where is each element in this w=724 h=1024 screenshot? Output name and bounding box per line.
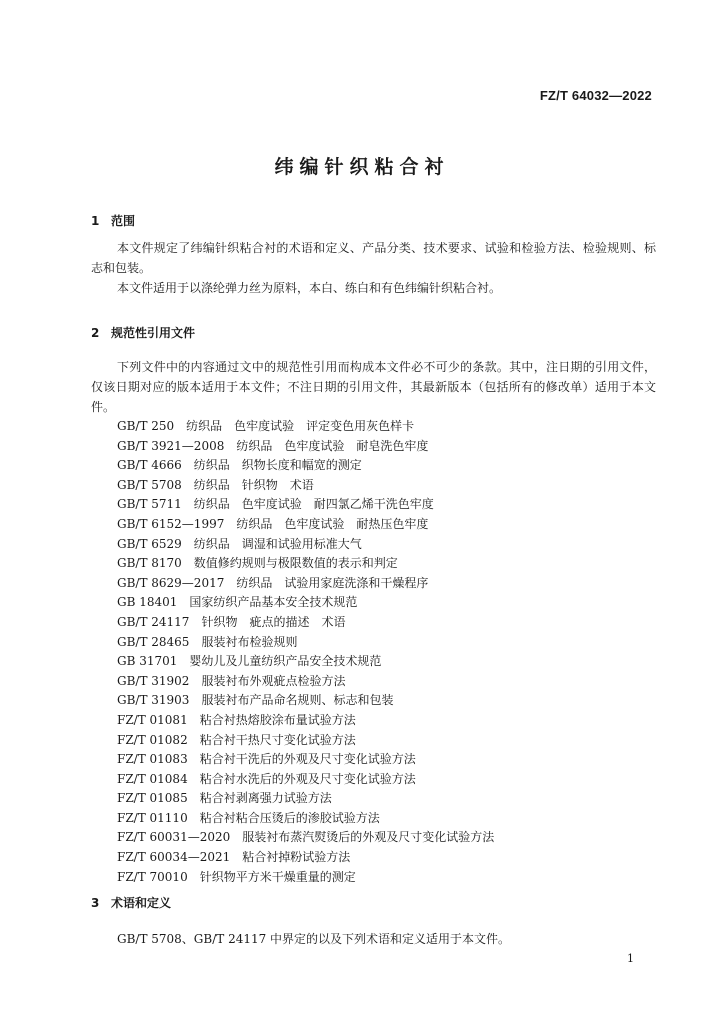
reference-list bbox=[117, 417, 494, 887]
section-heading-normative-references bbox=[91, 324, 195, 341]
reference-item: GB/T 8170 数值修约规则与极限数值的表示和判定 bbox=[117, 556, 398, 571]
reference-item: FZ/T 70010 针织物平方米干燥重量的测定 bbox=[117, 869, 356, 884]
reference-item: GB/T 31902 服装衬布外观疵点检验方法 bbox=[117, 673, 346, 688]
reference-item: FZ/T 01083 粘合衬干洗后的外观及尺寸变化试验方法 bbox=[117, 752, 416, 767]
standard-code: FZ/T 64032—2022 bbox=[539, 88, 652, 103]
reference-item: GB/T 8629—2017 纺织品 试验用家庭洗涤和干燥程序 bbox=[117, 575, 429, 590]
section-heading-scope bbox=[91, 212, 135, 229]
reference-item: FZ/T 01110 粘合衬粘合压烫后的渗胶试验方法 bbox=[117, 810, 380, 825]
scope-paragraph-2: 本文件适用于以涤纶弹力丝为原料，本白、练白和有色纬编针织粘合衬。 bbox=[117, 281, 502, 295]
section-number: 3 bbox=[91, 896, 100, 910]
terms-paragraph: GB/T 5708、GB/T 24117 中界定的以及下列术语和定义适用于本文件。 bbox=[117, 932, 511, 946]
reference-item: GB/T 4666 纺织品 织物长度和幅宽的测定 bbox=[117, 458, 362, 473]
reference-item: GB/T 31903 服装衬布产品命名规则、标志和包装 bbox=[117, 693, 394, 708]
reference-item: GB/T 5708 纺织品 针织物 术语 bbox=[117, 477, 314, 492]
reference-item: FZ/T 60031—2020 服装衬布蒸汽熨烫后的外观及尺寸变化试验方法 bbox=[117, 830, 495, 845]
reference-item: GB/T 3921—2008 纺织品 色牢度试验 耐皂洗色牢度 bbox=[117, 438, 429, 453]
scope-paragraph-1: 本文件规定了纬编针织粘合衬的术语和定义、产品分类、技术要求、试验和检验方法、检验规则、标志和包装。 bbox=[91, 241, 656, 275]
reference-item: FZ/T 01081 粘合衬热熔胶涂布量试验方法 bbox=[117, 712, 356, 727]
reference-item: FZ/T 01085 粘合衬剥离强力试验方法 bbox=[117, 791, 332, 806]
reference-item: GB/T 250 纺织品 色牢度试验 评定变色用灰色样卡 bbox=[117, 419, 415, 433]
reference-item: FZ/T 01084 粘合衬水洗后的外观及尺寸变化试验方法 bbox=[117, 771, 416, 786]
section-title: 术语和定义 bbox=[111, 896, 172, 910]
reference-item: GB 31701 婴幼儿及儿童纺织产品安全技术规范 bbox=[117, 654, 382, 669]
section-number: 2 bbox=[91, 326, 100, 340]
reference-item: GB/T 28465 服装衬布检验规则 bbox=[117, 634, 298, 649]
section-title: 规范性引用文件 bbox=[111, 326, 196, 340]
reference-item: GB/T 6529 纺织品 调湿和试验用标准大气 bbox=[117, 536, 362, 551]
reference-item: GB/T 24117 针织物 疵点的描述 术语 bbox=[117, 614, 346, 629]
section-number: 1 bbox=[91, 214, 100, 228]
section-heading-terms-and-definitions bbox=[91, 894, 171, 911]
reference-item: GB/T 6152—1997 纺织品 色牢度试验 耐热压色牢度 bbox=[117, 516, 429, 531]
reference-item: FZ/T 60034—2021 粘合衬掉粉试验方法 bbox=[117, 850, 351, 865]
document-title: 纬编针织粘合衬 bbox=[274, 156, 450, 178]
references-intro-paragraph: 下列文件中的内容通过文中的规范性引用而构成本文件必不可少的条款。其中，注日期的引用文件，仅该日期对应的版本适用于本文件；不注日期的引用文件，其最新版本（包括所有的修改单）适用于本文件。 bbox=[91, 360, 656, 414]
section-title: 范围 bbox=[111, 214, 136, 228]
page-number: 1 bbox=[627, 952, 634, 965]
reference-item: FZ/T 01082 粘合衬干热尺寸变化试验方法 bbox=[117, 732, 356, 747]
reference-item: GB/T 5711 纺织品 色牢度试验 耐四氯乙烯干洗色牢度 bbox=[117, 497, 434, 512]
reference-item: GB 18401 国家纺织产品基本安全技术规范 bbox=[117, 595, 358, 610]
